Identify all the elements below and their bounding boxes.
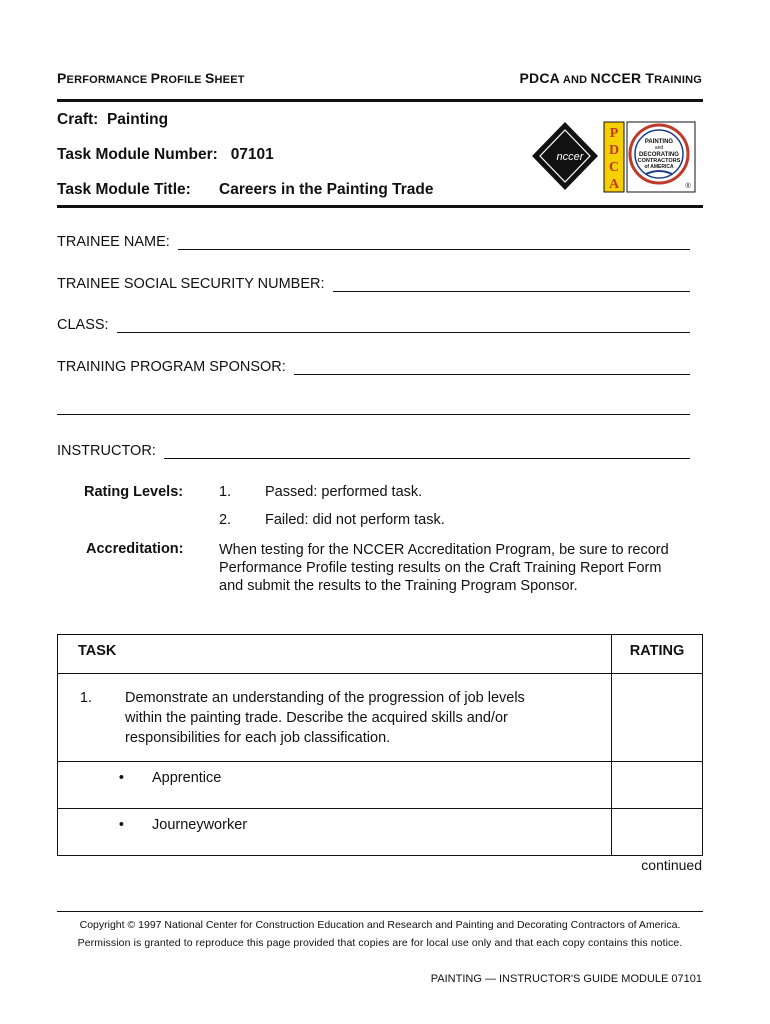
logos [528,118,698,200]
craft-row: Craft: Painting [57,111,169,128]
trainee-name-line[interactable] [178,235,690,250]
task-table [57,634,703,856]
table-row [58,809,703,856]
accreditation-text: When testing for the NCCER Accreditation Program, be sure to record Performance Profile testing results on the Craft Training Report Form and submit the results to the Training Program Sponsor. [219,542,669,594]
rating-header: RATING [612,635,703,674]
trainee-ssn-field[interactable] [57,276,690,292]
sponsor-continuation-line[interactable] [57,400,690,415]
sponsor-continuation-field[interactable] [57,400,690,415]
sponsor-label: TRAINING PROGRAM SPONSOR: [57,359,286,375]
rating-levels-label: Rating Levels: [84,484,184,500]
sponsor-line[interactable] [294,360,690,375]
trainee-name-label: TRAINEE NAME: [57,234,170,250]
sheet-title: PERFORMANCE PROFILE SHEET [57,70,245,86]
program-title: PDCA AND NCCER TRAINING [519,70,702,86]
task-1-cell: 1. Demonstrate an understanding of the progression of job levels within the painting trade. Describe the acquired skills and/or responsibilities for each job classification. [58,674,612,762]
svg-text:CONTRACTORS: CONTRACTORS [637,158,681,164]
module-title-label: Task Module Title: [57,181,191,198]
trainee-ssn-line[interactable] [333,277,691,292]
module-title-value: Careers in the Painting Trade [219,181,434,198]
table-row [58,762,703,809]
svg-text:®: ® [685,183,691,190]
subtask-apprentice: • Apprentice [58,762,612,809]
trainee-ssn-label: TRAINEE SOCIAL SECURITY NUMBER: [57,276,325,292]
svg-text:nccer: nccer [556,151,584,163]
class-field[interactable] [57,317,690,333]
nccer-logo [528,118,698,200]
svg-text:of AMERICA: of AMERICA [644,164,674,170]
svg-text:DECORATING: DECORATING [639,152,679,158]
page-footer-label: PAINTING — INSTRUCTOR'S GUIDE MODULE 07101 [430,973,702,985]
rating-level-1-num: 1. [219,484,232,500]
svg-text:A: A [608,177,620,192]
instructor-line[interactable] [164,444,690,459]
module-number-row: Task Module Number: 07101 [57,146,274,163]
svg-text:PAINTING: PAINTING [644,139,674,145]
rating-level-1-text: Passed: performed task. [265,484,423,500]
continued-note: continued [641,857,702,873]
accreditation-label: Accreditation: [86,541,184,557]
task-header: TASK [58,635,612,674]
meta-rule [57,205,703,208]
table-row [58,674,703,762]
rating-level-2-num: 2. [219,512,232,528]
header-rule [57,99,703,102]
svg-text:D: D [608,143,620,158]
footer-rule [57,911,703,912]
svg-text:P: P [609,126,619,141]
instructor-field[interactable] [57,443,690,459]
instructor-label: INSTRUCTOR: [57,443,156,459]
subtask-apprentice-rating[interactable] [612,762,703,809]
rating-level-2-text: Failed: did not perform task. [265,512,445,528]
svg-text:and: and [654,145,664,151]
subtask-journeyworker-rating[interactable] [612,809,703,856]
sponsor-field[interactable] [57,359,690,375]
task-1-rating[interactable] [612,674,703,762]
permission-notice: Permission is granted to reproduce this page provided that copies are for local use only and that each copy contains this notice. [77,937,683,949]
class-label: CLASS: [57,317,109,333]
table-header-row [58,635,703,674]
class-line[interactable] [117,318,690,333]
copyright-notice: Copyright © 1997 National Center for Construction Education and Research and Painting and Decorating Contractors of America. [79,919,681,931]
subtask-journeyworker: • Journeyworker [58,809,612,856]
trainee-name-field[interactable] [57,234,690,250]
svg-text:C: C [608,160,620,175]
